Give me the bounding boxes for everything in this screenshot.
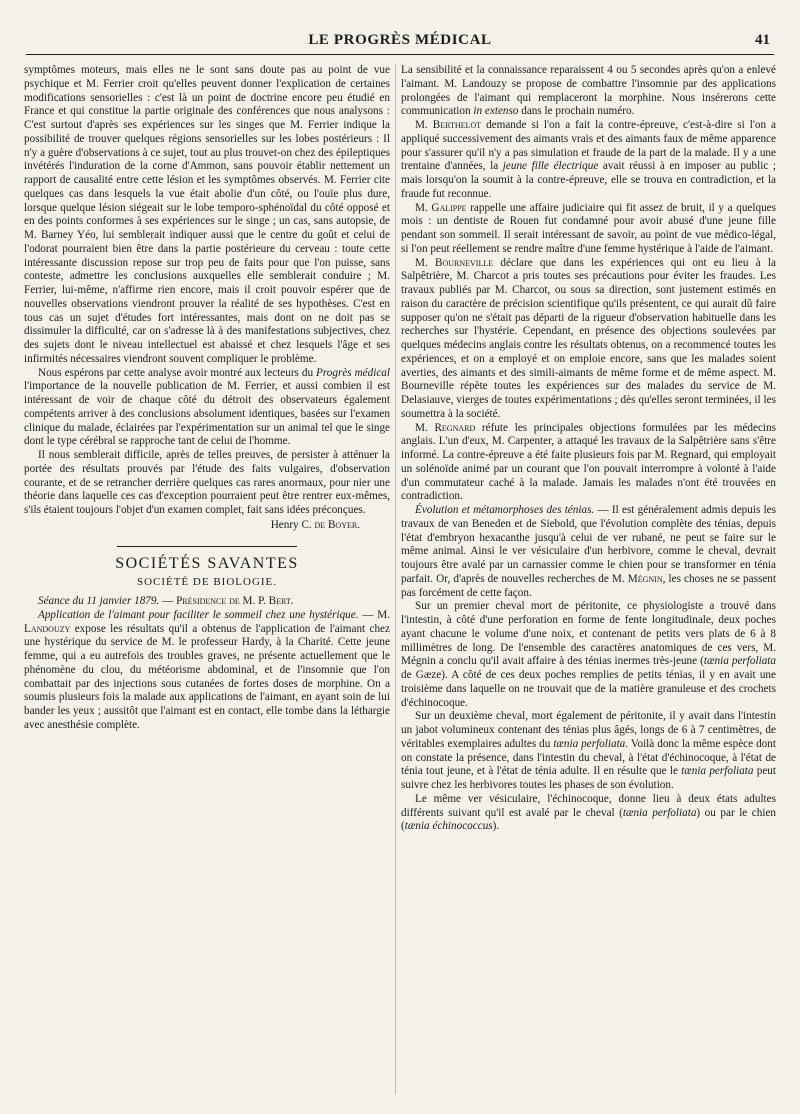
author-signature: Henry C. de Boyer. <box>270 518 360 531</box>
paragraph: M. Regnard réfute les principales objections formulées par les médecins anglais. L'un d'eux, M. Carpenter, a attaqué les travaux de la Salpêtrière sans s'être informé. La contre-épreuve a été faite plusieurs fois par M. Regnard, qui employait un solénoïde animé par un courant que l'on pouvait interrompre à volonté à l'aide d'un commutateur caché à la malade. Jamais les malades n'ont été trouvées en contradiction. <box>401 421 776 503</box>
page-number: 41 <box>755 32 770 48</box>
paragraph: La sensibilité et la connaissance reparaissent 4 ou 5 secondes après qu'on a enlevé l'aimant. M. Landouzy se propose de combattre l'insomnie par des applications prolongées de l'aimant qui remplaceront la morphine. Nous insérerons cette communication in extenso dans le prochain numéro. <box>401 64 776 118</box>
session-heading: Séance du 11 janvier 1879. — Présidence de M. P. Bert. <box>38 595 294 607</box>
paragraph: M. Bourneville déclare que dans les expériences qui ont eu lieu à la Salpêtrière, M. Charcot a pris toutes ses précautions pour éviter les fraudes. Les travaux publiés par M. Charcot, ou sous sa direction, sont justement estimés en raison du caractère de précision scientifique qu'ils présentent, ce qui aurait dû faire supposer qu'on ne s'était pas départi de la rigueur d'observation habituelle dans les recherches sur l'hystérie. Cependant, en présence des objections soulevées par quelques médecins anglais contre les résultats obtenus, on a recommencé toutes les expériences, et on a employé et on emploie encore, sans que les malades soient averties, des aimants et des simili-aimants de même forme et de même aspect. M. Bourneville répète toutes les expériences sur des malades du service de M. Delasiauve, vierges de toutes expérimentations ; dès qu'elles seront terminées, il les soumettra à la société. <box>401 256 776 420</box>
item-title: Application de l'aimant pour faciliter le sommeil chez une hystérique. <box>38 608 359 621</box>
paragraph: Sur un premier cheval mort de péritonite, ce physiologiste a trouvé dans l'intestin, à côté d'une perforation en forme de fente longitudinale, deux poches ayant chacune le volume d'une noix, et contenant de petits vers plats de 6 à 8 millimètres de long. De l'ensemble des caractères anatomiques de ces vers, M. Mégnin a conclu qu'il avait affaire à des ténias inermes très-jeune (tænia perfoliata de Gæze). A côté de ces deux poches remplies de petits ténias, il y en avait une troisième dans laquelle on ne trouvait que de la matière granuleuse et des crochets d'échinocoque. <box>401 600 776 709</box>
paragraph: M. Galippe rappelle une affaire judiciaire qui fit assez de bruit, il y a quelques mois : un dentiste de Rouen fut condamné pour avoir abusé d'une jeune fille pendant son sommeil. Il serait intéressant de savoir, au point de vue médico-légal, si l'on peut réellement se rendre maître d'une femme hystérique à l'aide de l'aimant. <box>401 201 776 255</box>
page-header <box>26 28 774 55</box>
paragraph: Il nous semblerait difficile, après de telles preuves, de persister à atténuer la portée des résultats prouvés par l'étude des faits vulgaires, d'observation courante, et de se retrancher derrière quelques cas rares anormaux, pour nier une théorie dans laquelle ces cas d'exception pourraient peut être rentrer eux-mêmes, s'ils étaient toujours l'objet d'un examen complet, fait sans idées préconçues. <box>24 449 390 516</box>
section-title: SOCIÉTÉS SAVANTES <box>115 554 299 572</box>
paragraph: symptômes moteurs, mais elles ne le sont sans doute pas au point de vue psychique et M. Ferrier croit qu'elles peuvent donner l'explication de certaines modifications sensorielles : c'est là un point de doctrine encore peu étudié en France et qui constitue la partie originale des conférences que nous analysons : C'est surtout d'après ses expériences sur les singes que M. Ferrier indique la possibilité de trouver quelques régions sensorielles sur les lobes postérieurs : Il n'y a guère d'observations à ce sujet, tout au plus trouvet-on chez des épileptiques invétérés l'induration de la corne d'Ammon, sans pouvoir établir nettement un rapport de causalité entre cette lésion et les symptômes observés. M. Ferrier cite quelques cas dans lesquels la vue était abolie d'un côté, ou l'ouïe plus dure, lorsque quelque lésion siégeait sur le lobe temporo-sphénoïdal du côté opposé et en des points conformes à ses expériences sur le singe ; un cas, sans autopsie, de M. Barney Yéo, lui semblerait indiquer aussi que le centre du goût et celui de l'odorat pourraient bien être dans la partie postérieure du cerveau : toute cette intéressante discussion repose sur trop peu de faits pour que l'on puisse, sans conteste, admettre les conclusions auxquelles elle semblerait conduire ; M. Ferrier, lui-même, n'affirme rien encore, mais il croit pouvoir espérer que de nouvelles observations viendront prouver la réalité de ses hypothèses. C'est en tous cas un sujet d'études fort intéressantes, mais dont on ne doit pas se dissimuler la difficulté, car on s'adresse là à des manifestations subjectives, chez des sujets dont le niveau intellectuel est abaissé et chez lesquels l'âge et ses infirmités nécessaires viendront souvent compliquer le problème. <box>24 64 390 365</box>
section-divider <box>117 546 297 547</box>
section-subtitle: SOCIÉTÉ DE BIOLOGIE. <box>136 576 278 589</box>
paragraph: Le même ver vésiculaire, l'échinocoque, donne lieu à deux états adultes différents suivant qu'il est avalé par le cheval (tænia perfoliata) ou par le chien (tænia échinococcus). <box>401 792 776 833</box>
running-title: LE PROGRÈS MÉDICAL <box>308 32 492 48</box>
journal-title: Progrès médical <box>316 366 390 379</box>
paragraph: Application de l'aimant pour faciliter le sommeil chez une hystérique. — M. Landouzy expose les résultats qu'il a obtenus de l'application de l'aimant chez une hystérique du service de M. le professeur Hardy, à la Charité. Cette jeune femme, qui a eu autrefois des troubles graves, ne présente actuellement que le phénomène du clou, du météorisme abdominal, et de l'insomnie que l'on combattait par des injections sous cutanées de fortes doses de morphine. On a soumis plusieurs fois la malade aux applications de l'aimant, en ayant soin de lui bander les yeux ; aussitôt que l'aimant est en contact, elle tombe dans la léthargie avec anesthésie complète. <box>24 608 390 731</box>
paragraph: Évolution et métamorphoses des ténias. — Il est généralement admis depuis les travaux de van Beneden et de Siebold, que l'évolution complète des ténias, depuis l'état d'embryon hexacanthe jusqu'à celui de ver rubané, ne peut se faire sur le même animal. Ainsi le ver vésiculaire d'un herbivore, comme le cheval, devrait toujours être avalé par un carnassier comme le chien pour se transformer en ténia parfait. Or, d'après de nouvelles recherches de M. Mégnin, les choses ne se passent pas forcément de cette façon. <box>401 504 776 599</box>
item-title: Évolution et métamorphoses des ténias. <box>415 504 595 516</box>
left-column <box>24 64 390 1099</box>
paragraph: Sur un deuxième cheval, mort également de péritonite, il y avait dans l'intestin un jabot volumineux contenant des ténias plus âgés, longs de 6 à 7 centimètres, de véritables exemplaires adultes du tænia perfoliata. Voilà donc la même espèce dont on constate la présence, dans l'intestin du cheval, à l'état d'échinocoque, à l'état de ténia tout jeune, et à l'état de ténia adulte. Il en résulte que le tænia perfoliata peut suivre chez les herbivores toutes les phases de son évolution. <box>401 710 776 791</box>
column-rule <box>395 64 396 1094</box>
right-column <box>401 64 776 1099</box>
paragraph: M. Berthelot demande si l'on a fait la contre-épreuve, c'est-à-dire si l'on a appliqué successivement des aimants vrais et des aimants faux de même apparence pour s'assurer qu'il n'y a pas simulation et fraude de la part de la malade. Il y a une trentaine d'années, la jeune fille électrique avait réussi à en imposer au public ; mais lorsqu'on la soumit à la contre-épreuve, elle se trouva en contradiction, et la fraude fut reconnue. <box>401 119 776 200</box>
paragraph: Nous espérons par cette analyse avoir montré aux lecteurs du Progrès médical l'importance de la nouvelle publication de M. Ferrier, et aussi combien il est intéressant de voir de chaque côté du détroit des observateurs également compétents arriver à des conclusions absolument identiques, basées sur l'examen clinique du malade, éclairées par l'expérimentation sur un animal tel que le singe dont le type cérébral se rapproche tant de celui de l'homme. <box>24 366 390 448</box>
